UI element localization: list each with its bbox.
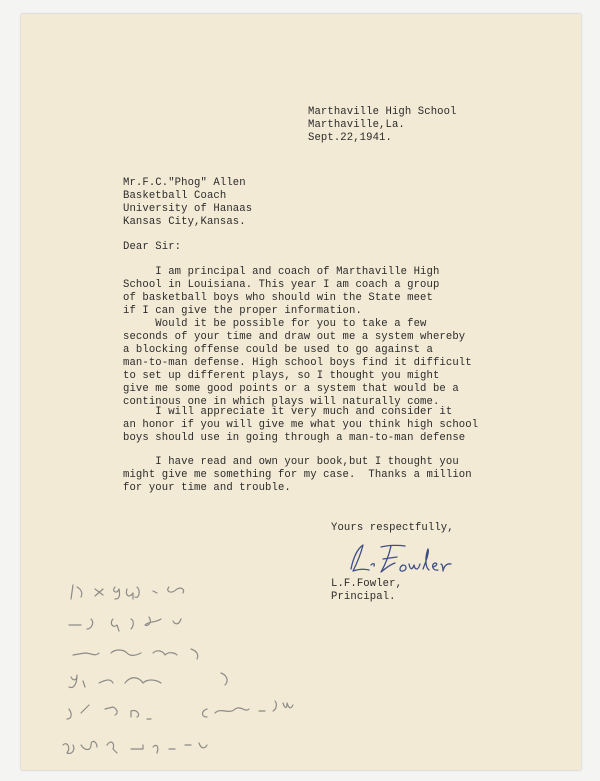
- typed-name: L.F.Fowler,: [331, 578, 403, 590]
- typed-title: Principal.: [331, 591, 396, 603]
- return-address: [308, 106, 457, 145]
- handwritten-signature: [343, 539, 463, 579]
- typed-signature-block: [331, 578, 402, 604]
- body-paragraph: Would it be possible for you to take a few seconds of your time and draw out me a system whereby a blocking offense could be used to go against a man-to-man defense. High school boys find it difficult to set up different plays, so I thought you might give me some good points or a system that would be a continous one in which plays will naturally come.: [123, 318, 472, 408]
- body-paragraph: I will appreciate it very much and consider it an honor if you will give me what you think high school boys should use in going through a man-to-man defense: [123, 406, 479, 444]
- letter-page: [21, 14, 581, 770]
- return-address-line: Sept.22,1941.: [308, 132, 392, 144]
- pencil-shorthand-notes: [51, 569, 311, 779]
- salutation: Dear Sir:: [123, 241, 182, 253]
- body-paragraph: I am principal and coach of Marthaville High School in Louisiana. This year I am coach a group of basketball boys who should win the State meet if I can give the proper information.: [123, 266, 440, 317]
- return-address-line: Marthaville,La.: [308, 119, 405, 131]
- closing: Yours respectfully,: [331, 522, 454, 534]
- inside-address-line: Mr.F.C."Phog" Allen: [123, 177, 246, 189]
- body-paragraph: I have read and own your book,but I thought you might give me something for my case. Thanks a million for your time and trouble.: [123, 456, 472, 494]
- inside-address-line: University of Hanaas: [123, 203, 253, 215]
- inside-address: [123, 177, 252, 229]
- inside-address-line: Kansas City,Kansas.: [123, 216, 246, 228]
- inside-address-line: Basketball Coach: [123, 190, 227, 202]
- return-address-line: Marthaville High School: [308, 106, 457, 118]
